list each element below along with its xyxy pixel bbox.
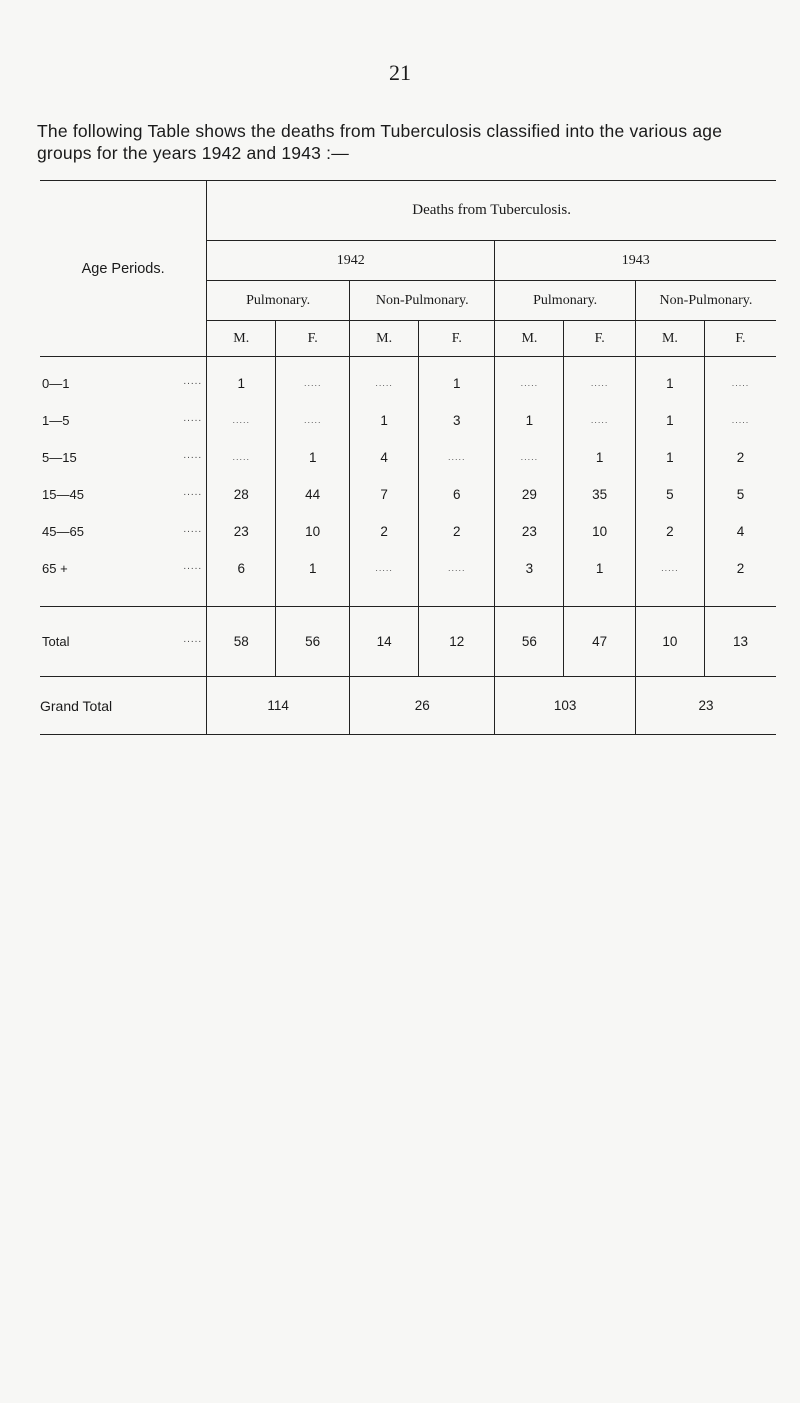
total-cell: 58 xyxy=(207,607,276,677)
data-cell: 5 xyxy=(635,476,704,513)
table-row xyxy=(40,365,776,402)
age-periods-label: Age Periods. xyxy=(81,260,165,277)
leader-dots: ..... xyxy=(183,449,203,461)
total-cell: 12 xyxy=(419,607,495,677)
data-cell: 10 xyxy=(564,513,635,550)
data-cell: ..... xyxy=(704,365,776,402)
data-cell: ..... xyxy=(495,365,564,402)
grand-total-row xyxy=(40,677,776,735)
data-cell: 1 xyxy=(207,365,276,402)
age-label: 45—65 xyxy=(42,523,84,539)
data-cell: 5 xyxy=(704,476,776,513)
grand-total-label: Grand Total xyxy=(40,697,113,714)
grand-total-cell: 114 xyxy=(207,677,350,735)
sex-header: F. xyxy=(419,321,495,357)
data-cell: 1 xyxy=(350,402,419,439)
leader-dots: ..... xyxy=(183,634,203,645)
data-cell: ..... xyxy=(635,550,704,587)
data-cell: 35 xyxy=(564,476,635,513)
data-cell: 4 xyxy=(704,513,776,550)
data-cell: 23 xyxy=(207,513,276,550)
total-cell: 14 xyxy=(350,607,419,677)
tuberculosis-deaths-table xyxy=(40,180,776,735)
data-cell: ..... xyxy=(564,365,635,402)
data-cell: 2 xyxy=(704,439,776,476)
data-cell: 1 xyxy=(564,550,635,587)
total-label-cell xyxy=(40,607,207,677)
sex-header: M. xyxy=(495,321,564,357)
table-row xyxy=(40,402,776,439)
total-row xyxy=(40,607,776,677)
year-1942-header: 1942 xyxy=(207,241,495,281)
data-cell: 3 xyxy=(419,402,495,439)
age-label: 65 + xyxy=(42,560,68,576)
sex-header: F. xyxy=(564,321,635,357)
table-row xyxy=(40,513,776,550)
sex-header: F. xyxy=(704,321,776,357)
data-cell: ..... xyxy=(704,402,776,439)
data-cell: 29 xyxy=(495,476,564,513)
age-label: 15—45 xyxy=(42,486,84,502)
leader-dots: ..... xyxy=(183,412,203,424)
total-cell: 56 xyxy=(276,607,350,677)
header-1942-non-pulmonary: Non-Pulmonary. xyxy=(350,281,495,321)
sex-header: M. xyxy=(635,321,704,357)
data-cell: 1 xyxy=(419,365,495,402)
data-cell: 1 xyxy=(635,365,704,402)
data-cell: 2 xyxy=(350,513,419,550)
leader-dots: ..... xyxy=(183,486,203,498)
grand-total-cell: 26 xyxy=(350,677,495,735)
total-cell: 47 xyxy=(564,607,635,677)
intro-paragraph: The following Table shows the deaths from Tuberculosis classified into the various age groups for the years 1942 and 1943 :— xyxy=(37,121,723,163)
age-period-cell xyxy=(40,476,207,513)
data-cell: 7 xyxy=(350,476,419,513)
age-period-cell xyxy=(40,550,207,587)
data-cell: ..... xyxy=(207,402,276,439)
sex-header: M. xyxy=(207,321,276,357)
table-row xyxy=(40,550,776,587)
data-cell: ..... xyxy=(276,402,350,439)
data-cell: 44 xyxy=(276,476,350,513)
data-cell: 2 xyxy=(704,550,776,587)
data-cell: ..... xyxy=(419,439,495,476)
data-cell: 1 xyxy=(276,550,350,587)
data-cell: 1 xyxy=(635,439,704,476)
table-row xyxy=(40,476,776,513)
total-cell: 13 xyxy=(704,607,776,677)
data-cell: 1 xyxy=(495,402,564,439)
header-1943-non-pulmonary: Non-Pulmonary. xyxy=(635,281,776,321)
age-period-cell xyxy=(40,365,207,402)
page-number: 21 xyxy=(389,60,411,85)
age-label: 0—1 xyxy=(42,375,70,391)
data-cell: ..... xyxy=(495,439,564,476)
data-cell: ..... xyxy=(564,402,635,439)
grand-total-cell: 23 xyxy=(635,677,776,735)
data-cell: 2 xyxy=(635,513,704,550)
data-cell: 4 xyxy=(350,439,419,476)
data-cell: 2 xyxy=(419,513,495,550)
data-cell: 1 xyxy=(276,439,350,476)
leader-dots: ..... xyxy=(183,375,203,387)
total-label: Total xyxy=(42,634,70,649)
age-period-cell xyxy=(40,439,207,476)
age-label: 1—5 xyxy=(42,412,70,428)
table-title: Deaths from Tuberculosis. xyxy=(207,181,776,241)
age-periods-header xyxy=(40,181,207,357)
leader-dots: ..... xyxy=(183,560,203,572)
header-1943-pulmonary: Pulmonary. xyxy=(495,281,636,321)
year-1943-header: 1943 xyxy=(495,241,776,281)
data-cell: 1 xyxy=(564,439,635,476)
total-cell: 56 xyxy=(495,607,564,677)
table-row xyxy=(40,439,776,476)
age-period-cell xyxy=(40,513,207,550)
data-cell: 10 xyxy=(276,513,350,550)
data-cell: ..... xyxy=(350,550,419,587)
data-cell: 6 xyxy=(419,476,495,513)
grand-total-cell: 103 xyxy=(495,677,636,735)
data-cell: 3 xyxy=(495,550,564,587)
sex-header: M. xyxy=(350,321,419,357)
data-cell: ..... xyxy=(276,365,350,402)
data-cell: ..... xyxy=(350,365,419,402)
age-label: 5—15 xyxy=(42,449,77,465)
data-cell: 1 xyxy=(635,402,704,439)
data-cell: ..... xyxy=(419,550,495,587)
age-period-cell xyxy=(40,402,207,439)
total-cell: 10 xyxy=(635,607,704,677)
leader-dots: ..... xyxy=(183,523,203,535)
data-cell: 23 xyxy=(495,513,564,550)
header-1942-pulmonary: Pulmonary. xyxy=(207,281,350,321)
data-cell: 6 xyxy=(207,550,276,587)
data-cell: 28 xyxy=(207,476,276,513)
data-cell: ..... xyxy=(207,439,276,476)
sex-header: F. xyxy=(276,321,350,357)
